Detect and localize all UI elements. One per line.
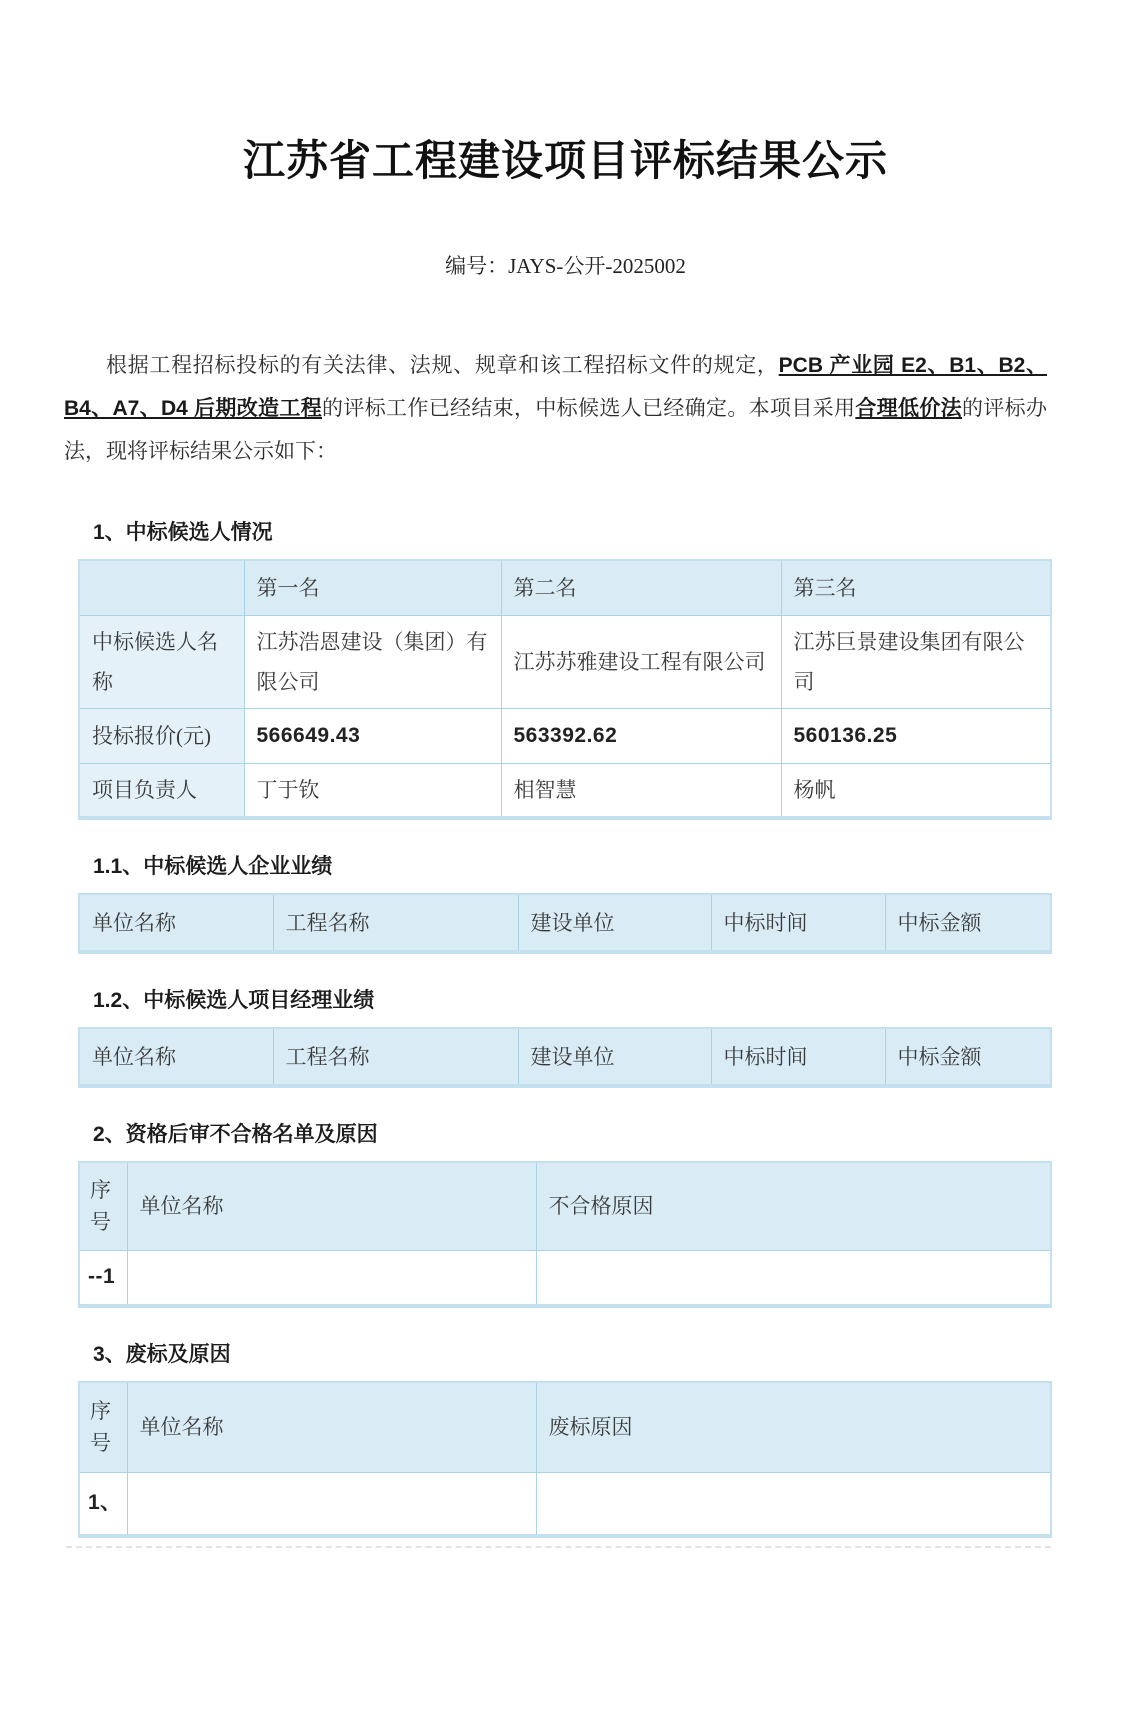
row-index: --1 <box>79 1250 127 1306</box>
project-name-emphasis: PCB 产业园 E2、B1、B2、B4、A7、D4 后期改造工程 <box>64 354 1048 420</box>
rank-1-header: 第一名 <box>244 560 501 615</box>
evaluation-method-emphasis: 合理低价法 <box>855 397 963 420</box>
candidate-3-price: 560136.25 <box>781 708 1051 763</box>
unit-name-cell <box>127 1250 536 1306</box>
column-header-project: 工程名称 <box>273 1028 518 1086</box>
column-header-index: 序号 <box>79 1382 127 1472</box>
intro-tail: 的评标办法，现将评标结果公示如下： <box>64 396 1048 463</box>
unqualified-list-table <box>78 1161 1052 1308</box>
column-header-unit: 单位名称 <box>79 894 273 952</box>
corner-cell <box>79 560 244 615</box>
candidate-1-name: 江苏浩恩建设（集团）有限公司 <box>244 615 501 708</box>
winning-candidates-table <box>78 559 1052 820</box>
table-row-bid-prices <box>79 708 1051 763</box>
column-header-reason: 不合格原因 <box>536 1162 1051 1250</box>
column-header-unit: 单位名称 <box>79 1028 273 1086</box>
candidate-2-manager: 相智慧 <box>501 763 781 818</box>
page-title: 江苏省工程建设项目评标结果公示 <box>242 139 888 185</box>
candidate-3-manager: 杨帆 <box>781 763 1051 818</box>
candidate-2-price: 563392.62 <box>501 708 781 763</box>
intro-mid: 的评标工作已经结束，中标候选人已经确定。本项目采用 <box>322 396 856 420</box>
rank-3-header: 第三名 <box>781 560 1051 615</box>
column-header-owner: 建设单位 <box>518 1028 711 1086</box>
column-header-index: 序号 <box>79 1162 127 1250</box>
rejected-bids-table <box>78 1381 1052 1538</box>
table-row-candidate-names <box>79 615 1051 708</box>
column-header-unit: 单位名称 <box>127 1162 536 1250</box>
candidate-1-manager: 丁于钦 <box>244 763 501 818</box>
table-header-row <box>79 1382 1051 1472</box>
column-header-date: 中标时间 <box>711 894 885 952</box>
section-1-1-heading: 1.1、中标候选人企业业绩 <box>93 855 333 878</box>
reason-cell <box>536 1250 1051 1306</box>
table-header-row <box>79 1162 1051 1250</box>
row-label: 项目负责人 <box>79 763 244 818</box>
section-1-heading: 1、中标候选人情况 <box>93 521 273 544</box>
candidate-3-name: 江苏巨景建设集团有限公司 <box>781 615 1051 708</box>
table-header-row <box>79 894 1051 952</box>
column-header-date: 中标时间 <box>711 1028 885 1086</box>
section-3-heading: 3、废标及原因 <box>93 1343 231 1366</box>
column-header-reason: 废标原因 <box>536 1382 1051 1472</box>
row-index: 1、 <box>79 1472 127 1536</box>
document-number: 编号：JAYS-公开-2025002 <box>445 254 686 278</box>
unit-name-cell <box>127 1472 536 1536</box>
row-label: 中标候选人名称 <box>79 615 244 708</box>
row-label: 投标报价(元) <box>79 708 244 763</box>
intro-paragraph <box>64 344 1047 472</box>
rank-2-header: 第二名 <box>501 560 781 615</box>
table-row-project-managers <box>79 763 1051 818</box>
page-divider <box>66 1546 1051 1548</box>
section-2-heading: 2、资格后审不合格名单及原因 <box>93 1123 378 1146</box>
column-header-project: 工程名称 <box>273 894 518 952</box>
intro-lead: 根据工程招标投标的有关法律、法规、规章和该工程招标文件的规定， <box>106 353 779 377</box>
manager-performance-table <box>78 1027 1052 1088</box>
reason-cell <box>536 1472 1051 1536</box>
candidate-1-price: 566649.43 <box>244 708 501 763</box>
enterprise-performance-table <box>78 893 1052 954</box>
section-1-2-heading: 1.2、中标候选人项目经理业绩 <box>93 989 375 1012</box>
table-header-row <box>79 560 1051 615</box>
column-header-unit: 单位名称 <box>127 1382 536 1472</box>
candidate-2-name: 江苏苏雅建设工程有限公司 <box>501 615 781 708</box>
table-row <box>79 1250 1051 1306</box>
table-header-row <box>79 1028 1051 1086</box>
announcement-document <box>0 128 1131 1728</box>
table-row <box>79 1472 1051 1536</box>
column-header-owner: 建设单位 <box>518 894 711 952</box>
column-header-amount: 中标金额 <box>885 1028 1051 1086</box>
column-header-amount: 中标金额 <box>885 894 1051 952</box>
